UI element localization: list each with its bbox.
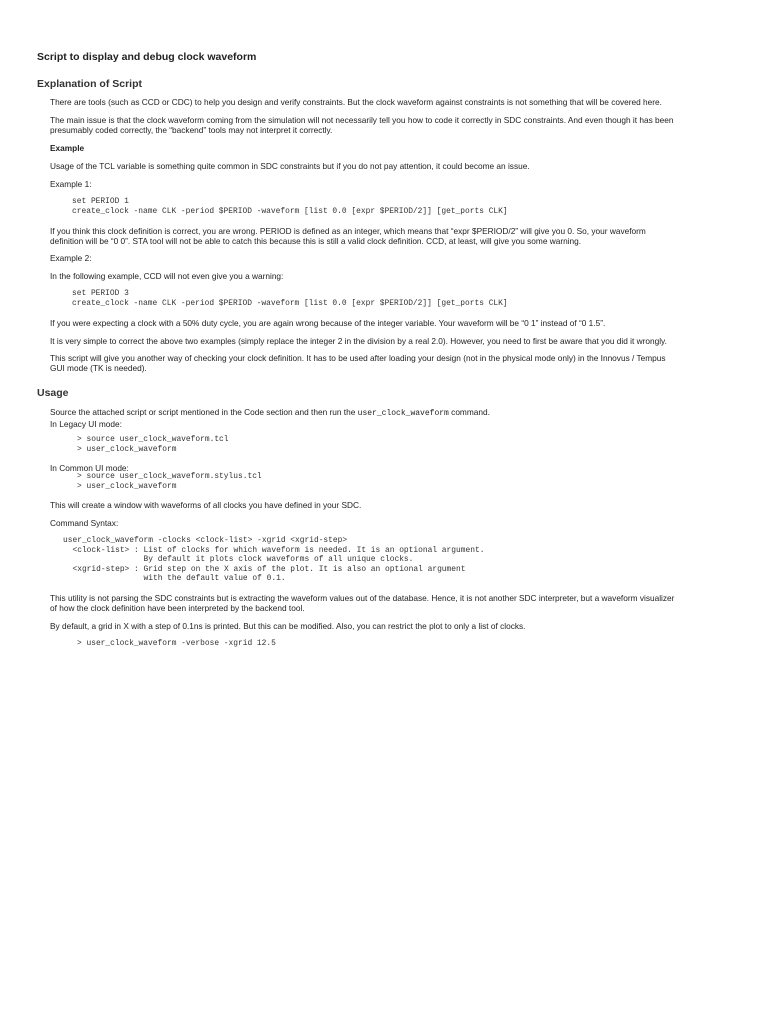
code-line: <clock-list> : List of clocks for which waveform is needed. It is an optional argument. [63, 545, 485, 555]
utility-line-1: This utility is not parsing the SDC constraints but is extracting the waveform values out of the database. Hence, it is not another SDC interpreter, but a waveform visualizer [50, 593, 675, 603]
usage-paragraph-utility [50, 593, 740, 613]
example-subheading: Example [50, 143, 85, 153]
main-issue-line-2: presumably coded correctly, the “backend” tools may not interpret it correctly. [50, 125, 333, 135]
usage-paragraph-window: This will create a window with waveforms of all clocks you have defined in your SDC. [50, 500, 362, 510]
explanation-paragraph-main-issue [50, 115, 740, 135]
usage-source-text-suffix: command. [448, 407, 490, 417]
code-line: > user_clock_waveform [77, 444, 177, 454]
example-1-result-line-2: definition will be “0 0”. STA tool will not be able to catch this because this is still a valid clock definition. CCD, at least, will give you some warning. [50, 236, 582, 246]
code-line: By default it plots clock waveforms of all unique clocks. [63, 555, 414, 564]
code-block-example-2 [72, 289, 508, 308]
explanation-paragraph-script-purpose [50, 353, 740, 373]
code-line: <xgrid-step> : Grid step on the X axis of the plot. It is also an optional argument [63, 564, 466, 574]
inline-code-command: user_clock_waveform [357, 409, 449, 418]
explanation-paragraph-intro: There are tools (such as CCD or CDC) to help you design and verify constraints. But the clock waveform against constraints is not something that will be covered here. [50, 97, 662, 107]
code-block-command-syntax [63, 536, 484, 584]
code-block-common-ui [77, 472, 262, 491]
section-heading-explanation: Explanation of Script [37, 78, 143, 90]
code-line: > source user_clock_waveform.tcl [77, 435, 229, 444]
utility-line-2: of how the clock definition have been interpreted by the backend tool. [50, 603, 305, 613]
code-line: set PERIOD 3 [72, 289, 129, 298]
usage-source-text-prefix: Source the attached script or script mentioned in the Code section and then run the [50, 407, 358, 417]
script-purpose-line-1: This script will give you another way of checking your clock definition. It has to be used after loading your design (not in the physical mode only) in the Innovus / Tempus [50, 353, 666, 363]
code-line: > user_clock_waveform [77, 481, 177, 491]
code-line: > user_clock_waveform -verbose -xgrid 12.5 [77, 639, 276, 648]
main-issue-line-1: The main issue is that the clock waveform coming from the simulation will not necessarily tell you how to code it correctly in SDC constraints. And even though it has been [50, 115, 674, 125]
example-1-label: Example 1: [50, 179, 92, 189]
legacy-ui-label: In Legacy UI mode: [50, 419, 122, 429]
example-1-result-line-1: If you think this clock definition is correct, you are wrong. PERIOD is defined as an integer, which means that “expr $PERIOD/2” will give you 0. So, your waveform [50, 226, 646, 236]
script-purpose-line-2: GUI mode (TK is needed). [50, 363, 147, 373]
explanation-paragraph-tcl-variable: Usage of the TCL variable is something quite common in SDC constraints but if you do not pay attention, it could become an issue. [50, 161, 530, 171]
section-heading-usage: Usage [37, 387, 69, 399]
code-block-example-1 [72, 197, 508, 216]
usage-paragraph-source [50, 407, 740, 429]
code-line: with the default value of 0.1. [63, 574, 286, 583]
code-line: > source user_clock_waveform.stylus.tcl [77, 472, 262, 481]
explanation-paragraph-correction: It is very simple to correct the above two examples (simply replace the integer 2 in the division by a real 2.0). However, you need to first be aware that you did it wrongly. [50, 336, 667, 346]
code-line: user_clock_waveform -clocks <clock-list> -xgrid <xgrid-step> [63, 536, 348, 545]
explanation-paragraph-example-2-intro: In the following example, CCD will not even give you a warning: [50, 271, 284, 281]
code-block-final-example [77, 639, 276, 649]
code-line: create_clock -name CLK -period $PERIOD -waveform [list 0.0 [expr $PERIOD/2]] [get_ports CLK] [72, 298, 508, 308]
code-line: create_clock -name CLK -period $PERIOD -waveform [list 0.0 [expr $PERIOD/2]] [get_ports CLK] [72, 206, 508, 216]
explanation-paragraph-example-2-result: If you were expecting a clock with a 50% duty cycle, you are again wrong because of the integer variable. Your waveform will be “0 1” instead of “0 1.5”. [50, 318, 606, 328]
page-title: Script to display and debug clock waveform [37, 51, 257, 63]
code-block-legacy-ui [77, 435, 229, 454]
code-line: set PERIOD 1 [72, 197, 129, 206]
example-2-label: Example 2: [50, 253, 92, 263]
command-syntax-label: Command Syntax: [50, 518, 119, 528]
common-ui-label: In Common UI mode: [50, 463, 129, 473]
explanation-paragraph-example-1-result [50, 226, 740, 246]
usage-paragraph-grid-default: By default, a grid in X with a step of 0.1ns is printed. But this can be modified. Also, you can restrict the plot to only a list of clocks. [50, 621, 526, 631]
